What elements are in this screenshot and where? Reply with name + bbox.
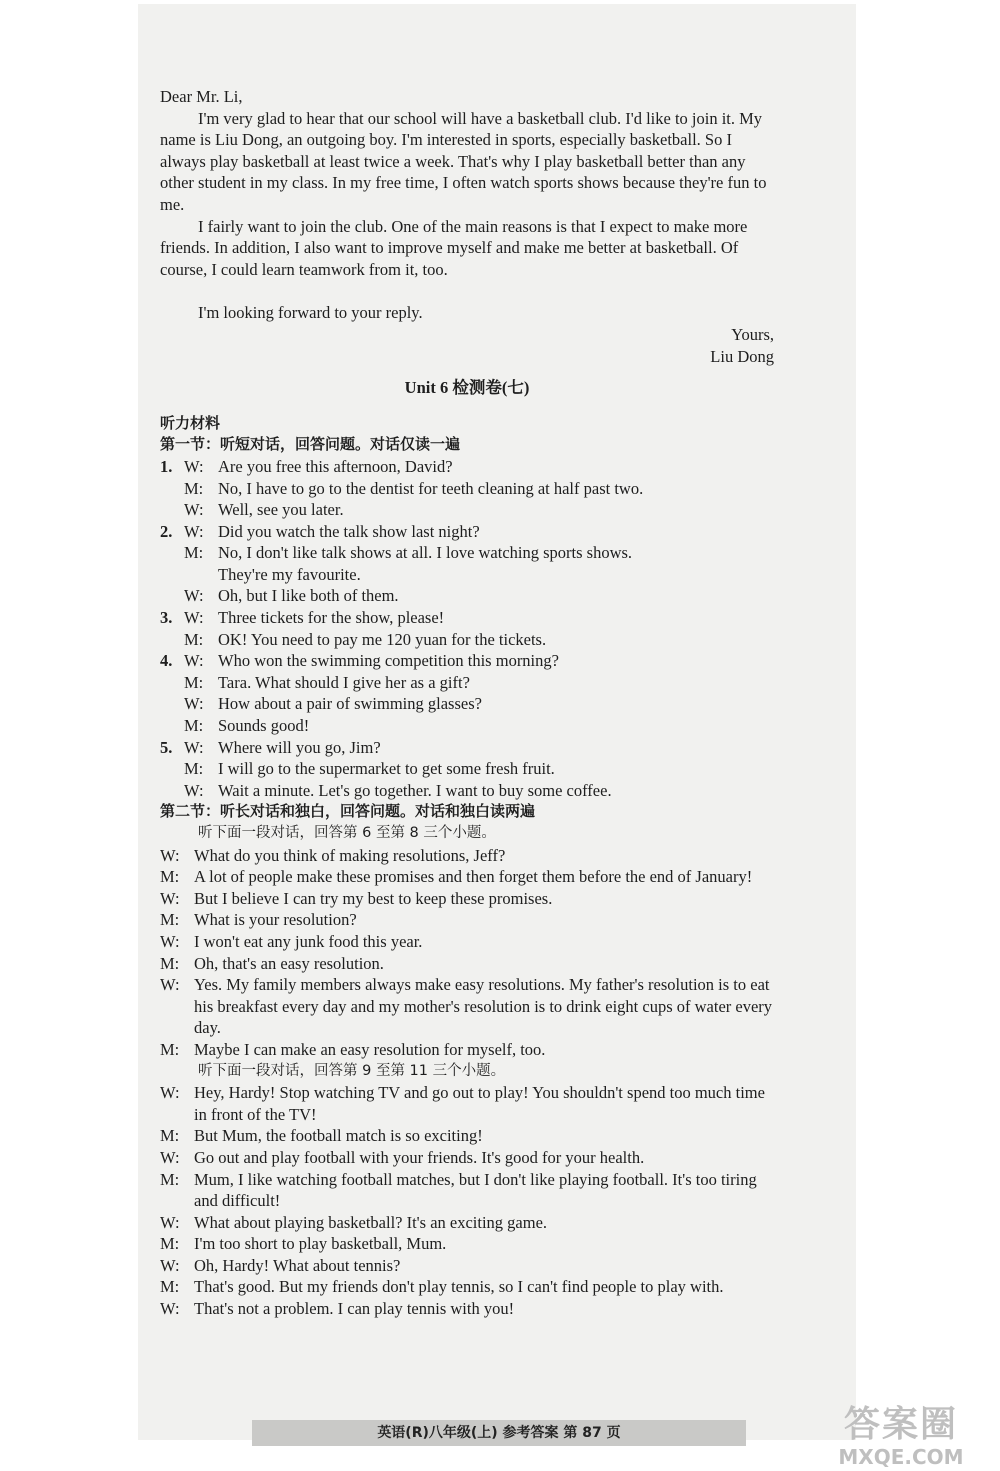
dialogue-text: They're my favourite.	[218, 564, 361, 584]
dialogue-text: Oh, Hardy! What about tennis?	[194, 1255, 401, 1275]
unit-title: Unit 6 检测卷(七)	[404, 378, 530, 398]
dialogue-line	[160, 758, 774, 780]
letter-paragraph: I'm very glad to hear that our school will have a basketball club. I'd like to join it. My name is Liu Dong, an outgoing boy. I'm interested in sports, especially basketball. So I always play basketball at least twice a week. That's why I play basketball better than any other student in my class. In my free time, I often watch sports shows because they're fun to me.	[160, 108, 767, 214]
dialogue-line	[160, 1298, 774, 1320]
speaker-label: W:	[184, 500, 204, 520]
speaker-label: W:	[184, 694, 204, 714]
question-number	[160, 585, 184, 607]
dialogue-line	[160, 607, 774, 629]
section1-heading: 第一节：听短对话，回答问题。对话仅读一遍	[160, 435, 461, 454]
speaker-label: M:	[184, 759, 204, 779]
dialogue-text: Wait a minute. Let's go together. I want to buy some coffee.	[218, 780, 612, 800]
dialogue-text: OK! You need to pay me 120 yuan for the tickets.	[218, 629, 547, 649]
dialogue-line	[160, 499, 774, 521]
speaker-label: M:	[184, 629, 204, 649]
speaker-label: W:	[160, 1299, 180, 1319]
dialogue-text: Who won the swimming competition this morning?	[218, 651, 559, 671]
dialogue-text: A lot of people make these promises and then forget them before the end of January!	[194, 867, 753, 887]
question-number: 3.	[160, 608, 173, 628]
question-number	[160, 693, 184, 715]
speaker-label: W:	[160, 931, 180, 951]
dialogue-line	[160, 585, 774, 607]
dialogue-line	[160, 845, 774, 867]
section2-part1-dialogue	[160, 845, 774, 1061]
dialogue-line	[160, 521, 774, 543]
question-number: 1.	[160, 456, 173, 476]
speaker-label: W:	[184, 586, 204, 606]
listening-title: 听力材料	[160, 413, 221, 432]
question-number	[160, 629, 184, 651]
dialogue-line	[160, 931, 774, 953]
dialogue-line	[160, 1169, 774, 1212]
question-number	[160, 478, 184, 500]
question-number	[160, 564, 184, 586]
dialogue-line	[160, 542, 774, 564]
dialogue-text: Hey, Hardy! Stop watching TV and go out to play! You shouldn't spend too much time in front of the TV!	[194, 1083, 765, 1124]
dialogue-text: Did you watch the talk show last night?	[218, 521, 480, 541]
speaker-label: W:	[184, 608, 204, 628]
dialogue-line	[160, 1082, 774, 1125]
speaker-label: M:	[160, 1169, 180, 1189]
dialogue-line	[160, 478, 774, 500]
dialogue-text: How about a pair of swimming glasses?	[218, 694, 482, 714]
speaker-label: M:	[184, 478, 204, 498]
dialogue-text: Mum, I like watching football matches, but I don't like playing football. It's too tiring and difficult!	[194, 1169, 757, 1211]
speaker-label: M:	[160, 1039, 180, 1059]
dialogue-line	[160, 953, 774, 975]
dialogue-line	[160, 1147, 774, 1169]
letter-paragraph: I'm looking forward to your reply.	[198, 303, 423, 323]
dialogue-text: No, I don't like talk shows at all. I love watching sports shows.	[218, 543, 633, 563]
watermark-url: MXQE.COM	[838, 1445, 964, 1469]
dialogue-text: I'm too short to play basketball, Mum.	[194, 1234, 447, 1254]
dialogue-text: Tara. What should I give her as a gift?	[218, 672, 470, 692]
speaker-label: W:	[160, 1083, 180, 1103]
dialogue-text: I won't eat any junk food this year.	[194, 931, 423, 951]
dialogue-text: Well, see you later.	[218, 500, 344, 520]
dialogue-text: Maybe I can make an easy resolution for myself, too.	[194, 1039, 546, 1059]
speaker-label: M:	[160, 1234, 180, 1254]
dialogue-line	[160, 1212, 774, 1234]
question-number	[160, 715, 184, 737]
speaker-label: W:	[184, 737, 204, 757]
dialogue-text: Where will you go, Jim?	[218, 737, 381, 757]
question-number: 5.	[160, 737, 173, 757]
dialogue-text: Are you free this afternoon, David?	[218, 456, 453, 476]
watermark-logo-text: 答案圈	[843, 1404, 958, 1445]
question-number	[160, 780, 184, 802]
speaker-label: W:	[160, 1212, 180, 1232]
dialogue-text: Sounds good!	[218, 716, 310, 736]
dialogue-line	[160, 715, 774, 737]
dialogue-line	[160, 974, 774, 1039]
dialogue-text: Oh, but I like both of them.	[218, 586, 399, 606]
speaker-label: M:	[184, 672, 204, 692]
speaker-label: W:	[160, 845, 180, 865]
speaker-label: W:	[184, 521, 204, 541]
dialogue-line	[160, 650, 774, 672]
document-content	[160, 86, 774, 1320]
dialogue-text: But I believe I can try my best to keep these promises.	[194, 888, 553, 908]
dialogue-text: No, I have to go to the dentist for teeth cleaning at half past two.	[218, 478, 644, 498]
question-number	[160, 758, 184, 780]
dialogue-line	[160, 888, 774, 910]
dialogue-text: That's not a problem. I can play tennis with you!	[194, 1299, 515, 1319]
speaker-label: M:	[160, 953, 180, 973]
dialogue-line	[160, 737, 774, 759]
dialogue-line	[160, 1255, 774, 1277]
speaker-label: M:	[184, 543, 204, 563]
speaker-label: W:	[160, 888, 180, 908]
speaker-label: W:	[184, 780, 204, 800]
page-footer: 英语(R)八年级(上) 参考答案 第 87 页	[252, 1420, 746, 1446]
dialogue-text: I will go to the supermarket to get some fresh fruit.	[218, 759, 555, 779]
dialogue-line	[160, 780, 774, 802]
question-number	[160, 672, 184, 694]
letter-greeting: Dear Mr. Li,	[160, 87, 243, 106]
dialogue-line	[160, 456, 774, 478]
dialogue-line	[160, 1276, 774, 1298]
dialogue-text: What do you think of making resolutions, Jeff?	[194, 845, 506, 865]
dialogue-line	[160, 909, 774, 931]
question-number	[160, 499, 184, 521]
question-number: 2.	[160, 521, 173, 541]
dialogue-line	[160, 693, 774, 715]
dialogue-line	[160, 629, 774, 651]
dialogue-text: Go out and play football with your friends. It's good for your health.	[194, 1147, 645, 1167]
section2-part1-note: 听下面一段对话，回答第 6 至第 8 三个小题。	[198, 825, 496, 841]
dialogue-line	[160, 1039, 774, 1061]
dialogue-text: What is your resolution?	[194, 910, 357, 930]
section2-part2-dialogue	[160, 1082, 774, 1320]
dialogue-text: Oh, that's an easy resolution.	[194, 953, 384, 973]
dialogue-line	[160, 1233, 774, 1255]
speaker-label: W:	[184, 456, 204, 476]
speaker-label: M:	[184, 716, 204, 736]
dialogue-text: But Mum, the football match is so exciting!	[194, 1126, 483, 1146]
letter-paragraph: I fairly want to join the club. One of the main reasons is that I expect to make more friends. In addition, I also want to improve myself and make me better at basketball. Of course, I could learn teamwork from it, too.	[160, 216, 748, 279]
speaker-label: W:	[160, 1147, 180, 1167]
dialogue-line	[160, 866, 774, 888]
dialogue-text: Yes. My family members always make easy resolutions. My father's resolution is to eat his breakfast every day and my mother's resolution is to drink eight cups of water every day.	[194, 975, 773, 1038]
dialogue-text: What about playing basketball? It's an exciting game.	[194, 1212, 548, 1232]
dialogue-text: Three tickets for the show, please!	[218, 608, 445, 628]
question-number	[160, 542, 184, 564]
speaker-label: M:	[160, 910, 180, 930]
dialogue-line	[160, 672, 774, 694]
dialogue-line	[160, 1125, 774, 1147]
speaker-label: M:	[160, 1277, 180, 1297]
section2-part2-note: 听下面一段对话，回答第 9 至第 11 三个小题。	[198, 1062, 506, 1079]
speaker-label: M:	[160, 867, 180, 887]
speaker-label: W:	[160, 1255, 180, 1275]
speaker-label: W:	[184, 651, 204, 671]
dialogue-line	[160, 564, 774, 586]
section2-heading: 第二节：听长对话和独白，回答问题。对话和独白读两遍	[160, 802, 536, 821]
section1-dialogues	[160, 456, 774, 802]
watermark-logo	[806, 1404, 996, 1470]
speaker-label: M:	[160, 1126, 180, 1146]
letter-closing: Yours,	[731, 324, 774, 344]
speaker-label: W:	[160, 975, 180, 995]
dialogue-text: That's good. But my friends don't play tennis, so I can't find people to play with.	[194, 1277, 724, 1297]
letter-signature: Liu Dong	[710, 346, 774, 366]
question-number: 4.	[160, 651, 173, 671]
